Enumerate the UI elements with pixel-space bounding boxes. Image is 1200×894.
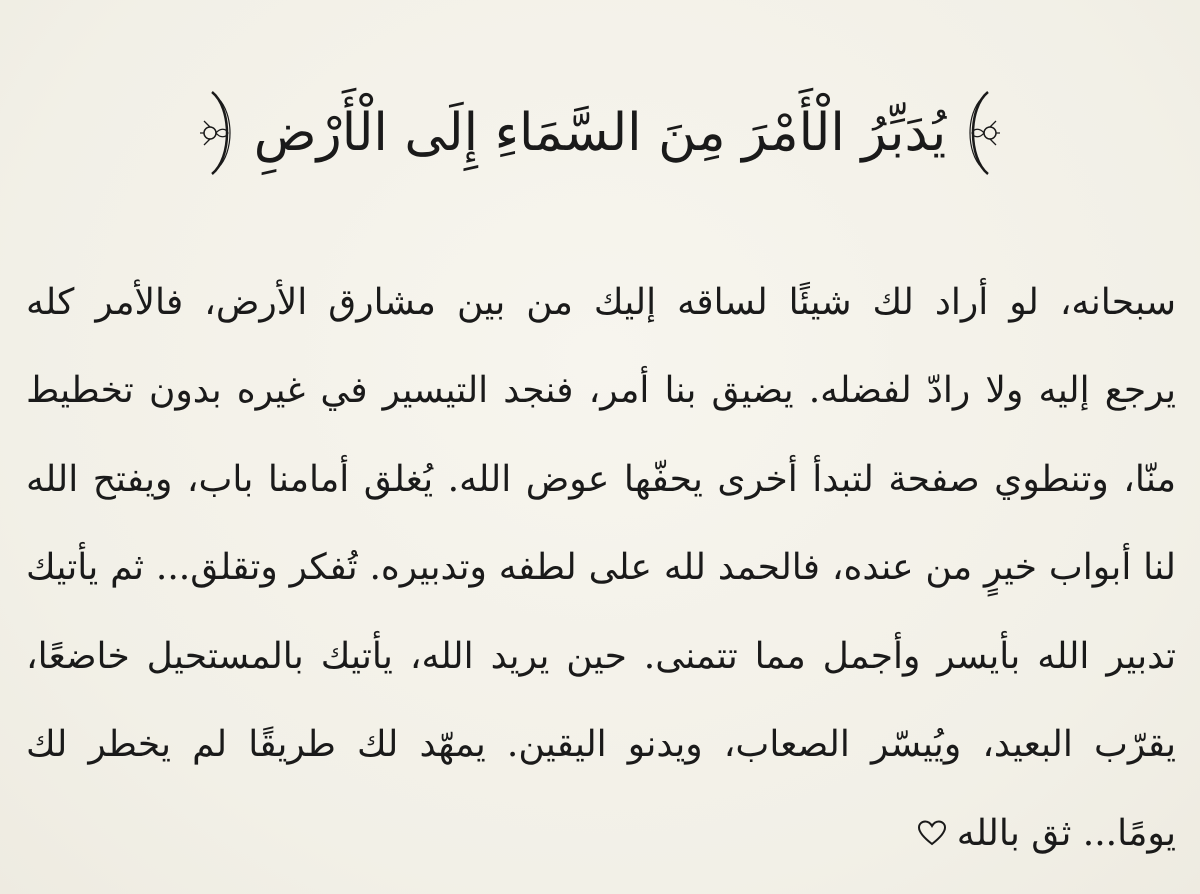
body-line xyxy=(26,612,1176,701)
body-line-text: تدبير الله بأيسر وأجمل مما تتمنى. حين يريد الله، يأتيك بالمستحيل خاضعًا، xyxy=(26,635,1176,677)
body-line xyxy=(26,258,1176,347)
ornament-bracket-right-icon xyxy=(960,88,1000,178)
body-line-final xyxy=(26,789,1176,878)
body-line-text: سبحانه، لو أراد لك شيئًا لساقه إليك من بين مشارق الأرض، فالأمر كله xyxy=(26,281,1176,323)
body-line-text: لنا أبواب خيرٍ من عنده، فالحمد لله على لطفه وتدبيره. تُفكر وتقلق... ثم يأتيك xyxy=(26,547,1176,589)
verse-text: يُدَبِّرُ الْأَمْرَ مِنَ السَّمَاءِ إِلَى الْأَرْضِ xyxy=(253,102,947,163)
body-line xyxy=(26,347,1176,436)
verse-header xyxy=(0,78,1200,188)
body-line xyxy=(26,435,1176,524)
body-line xyxy=(26,701,1176,790)
verse-container xyxy=(200,88,1000,178)
body-line-text: يرجع إليه ولا رادّ لفضله. يضيق بنا أمر، فنجد التيسير في غيره بدون تخطيط xyxy=(26,370,1176,412)
body-paragraph xyxy=(26,258,1176,878)
heart-outline-icon xyxy=(917,820,947,846)
body-line xyxy=(26,524,1176,613)
body-line-text: يومًا... ثق بالله xyxy=(956,812,1176,854)
ornament-bracket-left-icon xyxy=(200,88,240,178)
body-line-text: يقرّب البعيد، ويُيسّر الصعاب، ويدنو اليقين. يمهّد لك طريقًا لم يخطر لك xyxy=(26,724,1176,766)
body-line-text: منّا، وتنطوي صفحة لتبدأ أخرى يحفّها عوض الله. يُغلق أمامنا باب، ويفتح الله xyxy=(26,458,1176,500)
